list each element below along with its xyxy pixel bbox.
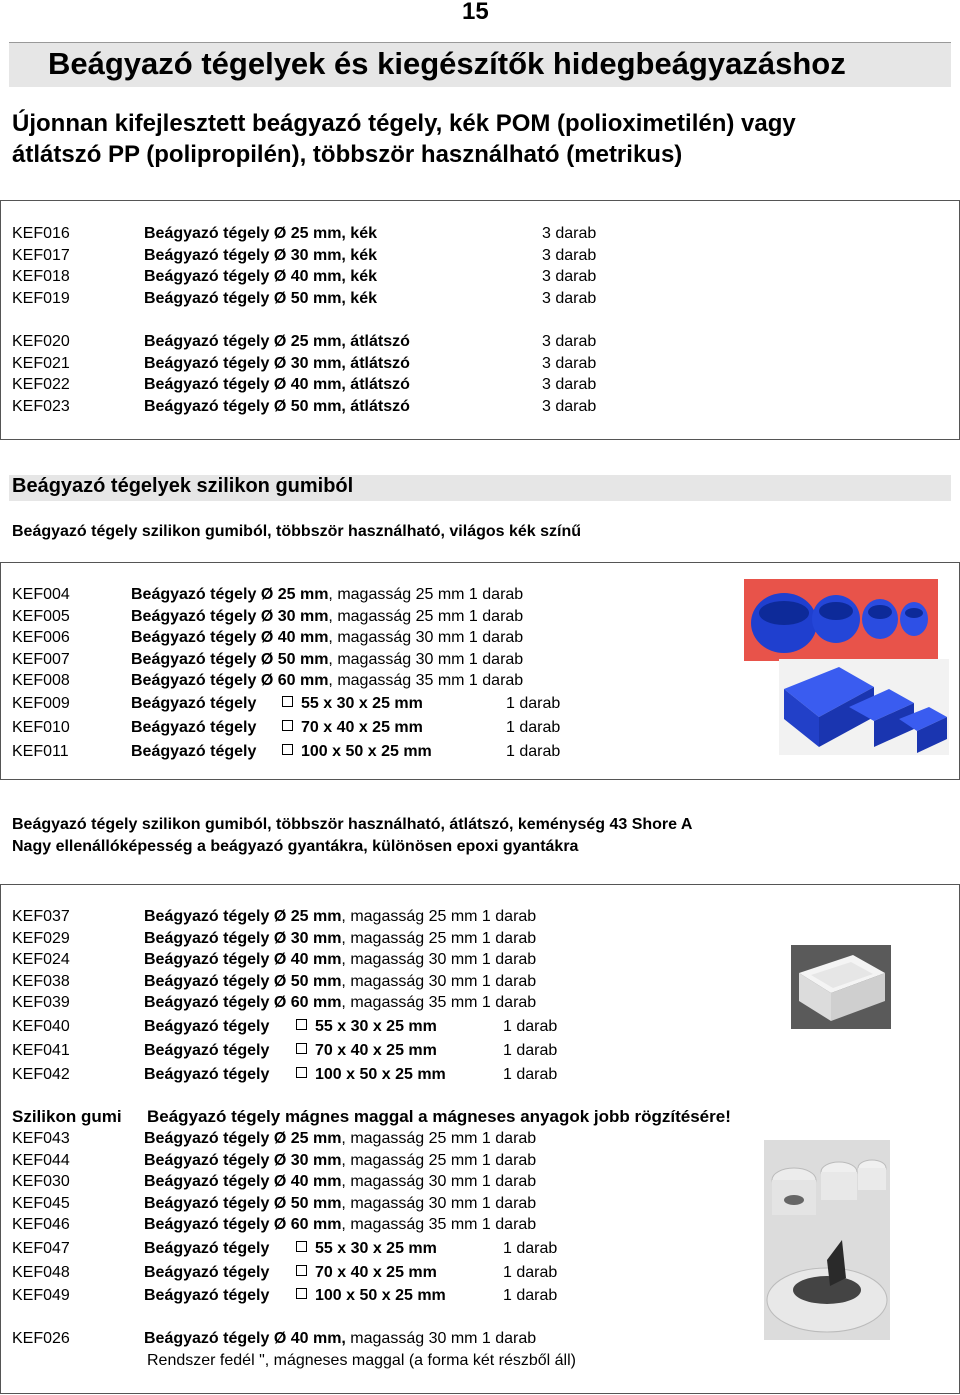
item-desc <box>144 1128 536 1150</box>
item-desc-extra: , magasság 25 mm 1 darab <box>341 1152 537 1169</box>
item-desc: Beágyazó tégely <box>144 1066 270 1083</box>
item-code: KEF040 <box>12 1018 70 1035</box>
item-desc: Beágyazó tégely <box>131 719 257 736</box>
item-desc: Beágyazó tégely Ø 25 mm, átlátszó <box>144 333 410 350</box>
item-size: 55 x 30 x 25 mm <box>301 695 423 712</box>
item-desc: Beágyazó tégely Ø 30 mm, átlátszó <box>144 355 410 372</box>
item-code: KEF047 <box>12 1240 70 1257</box>
item-desc-extra: , magasság 30 mm 1 darab <box>341 1195 537 1212</box>
item-desc-extra: , magasság 30 mm 1 darab <box>341 1173 537 1190</box>
blue-round-molds-image <box>744 579 938 661</box>
item-desc: Beágyazó tégely Ø 50 mm, átlátszó <box>144 398 410 415</box>
item-desc: Beágyazó tégely <box>144 1240 270 1257</box>
item-qty: 3 darab <box>542 355 597 372</box>
item-desc: Beágyazó tégely <box>144 1018 270 1035</box>
item-code: KEF020 <box>12 333 70 350</box>
item-code: KEF018 <box>12 268 70 285</box>
item-code: KEF019 <box>12 290 70 307</box>
item-code: KEF017 <box>12 247 70 264</box>
item-code: KEF048 <box>12 1264 70 1281</box>
item-desc-main: Beágyazó tégely Ø 60 mm <box>131 672 329 689</box>
item-code: KEF010 <box>12 719 70 736</box>
item-desc <box>144 1193 536 1215</box>
item-desc-main: Beágyazó tégely Ø 25 mm <box>144 908 342 925</box>
item-code: KEF022 <box>12 376 70 393</box>
item-qty: 1 darab <box>503 1287 558 1304</box>
item-desc <box>131 606 523 628</box>
item-desc-main: Beágyazó tégely Ø 50 mm <box>131 651 329 668</box>
item-code: KEF037 <box>12 908 70 925</box>
item-size: 100 x 50 x 25 mm <box>301 743 432 760</box>
item-code: KEF004 <box>12 586 70 603</box>
item-desc <box>144 1214 536 1236</box>
square-icon <box>277 693 298 715</box>
item-qty: 1 darab <box>503 1018 558 1035</box>
item-desc: Beágyazó tégely <box>131 743 257 760</box>
clear-silicone-table <box>0 884 960 1394</box>
item-desc <box>144 1150 536 1172</box>
item-desc-main: Beágyazó tégely Ø 60 mm <box>144 1216 342 1233</box>
item-desc-main: Beágyazó tégely Ø 50 mm <box>144 973 342 990</box>
item-desc-main: Beágyazó tégely Ø 50 mm <box>144 1195 342 1212</box>
item-desc: Beágyazó tégely <box>144 1042 270 1059</box>
item-size: 55 x 30 x 25 mm <box>315 1018 437 1035</box>
item-desc: Beágyazó tégely Ø 40 mm, magasság 30 mm 1 darab <box>144 1330 537 1347</box>
item-code: KEF021 <box>12 355 70 372</box>
magnet-molds-image <box>764 1140 890 1340</box>
item-desc <box>144 971 536 993</box>
item-code: KEF008 <box>12 672 70 689</box>
item-desc-extra: , magasság 35 mm 1 darab <box>341 994 537 1011</box>
item-size: 100 x 50 x 25 mm <box>315 1066 446 1083</box>
magnet-note: Beágyazó tégely mágnes maggal a mágneses anyagok jobb rögzítésére! <box>147 1107 731 1126</box>
item-desc-main: Beágyazó tégely Ø 25 mm <box>144 1130 342 1147</box>
item-desc: Beágyazó tégely Ø 40 mm, kék <box>144 268 377 285</box>
item-qty: 1 darab <box>503 1240 558 1257</box>
clear-rect-mold-image <box>791 945 891 1029</box>
item-desc-extra: , magasság 25 mm 1 darab <box>341 908 537 925</box>
item-desc-extra: , magasság 30 mm 1 darab <box>328 629 524 646</box>
item-desc: Beágyazó tégely <box>144 1287 270 1304</box>
item-desc-extra: , magasság 30 mm 1 darab <box>341 951 537 968</box>
item-desc-main: Beágyazó tégely Ø 25 mm <box>131 586 329 603</box>
item-code: KEF046 <box>12 1216 70 1233</box>
square-icon <box>291 1040 312 1062</box>
item-desc: Beágyazó tégely Ø 50 mm, kék <box>144 290 377 307</box>
item-desc-extra: , magasság 35 mm 1 darab <box>328 672 524 689</box>
item-size: 70 x 40 x 25 mm <box>315 1042 437 1059</box>
item-code: KEF043 <box>12 1130 70 1147</box>
item-desc: Beágyazó tégely Ø 30 mm, kék <box>144 247 377 264</box>
item-desc-main: Beágyazó tégely Ø 40 mm <box>144 951 342 968</box>
item-code: KEF038 <box>12 973 70 990</box>
subtitle <box>12 108 796 170</box>
item-code: KEF006 <box>12 629 70 646</box>
item-code: KEF049 <box>12 1287 70 1304</box>
item-qty: 1 darab <box>506 743 561 760</box>
item-size: 70 x 40 x 25 mm <box>315 1264 437 1281</box>
clear-note-line-2: Nagy ellenállóképesség a beágyazó gyantákra, különösen epoxi gyantákra <box>12 838 579 855</box>
item-qty: 1 darab <box>506 695 561 712</box>
item-desc-extra: , magasság 35 mm 1 darab <box>341 1216 537 1233</box>
item-desc <box>131 649 523 671</box>
item-desc-main: Beágyazó tégely Ø 30 mm <box>144 930 342 947</box>
item-desc <box>144 949 536 971</box>
item-code: KEF023 <box>12 398 70 415</box>
item-desc-extra: , magasság 25 mm 1 darab <box>341 930 537 947</box>
blue-note: Beágyazó tégely szilikon gumiból, többször használható, világos kék színű <box>12 523 582 540</box>
item-desc: Beágyazó tégely <box>131 695 257 712</box>
square-icon <box>291 1064 312 1086</box>
pom-table <box>0 200 960 440</box>
item-qty: 3 darab <box>542 376 597 393</box>
item-desc-extra: , magasság 25 mm 1 darab <box>328 608 524 625</box>
item-desc-extra: , magasság 30 mm 1 darab <box>328 651 524 668</box>
item-desc-main: Beágyazó tégely Ø 30 mm <box>144 1152 342 1169</box>
item-desc-main: Beágyazó tégely Ø 40 mm <box>131 629 329 646</box>
blue-silicone-table <box>0 562 960 780</box>
item-code: KEF041 <box>12 1042 70 1059</box>
magnet-label: Szilikon gumi <box>12 1107 122 1126</box>
item-desc <box>131 670 523 692</box>
item-size: 100 x 50 x 25 mm <box>315 1287 446 1304</box>
item-qty: 3 darab <box>542 247 597 264</box>
item-code: KEF024 <box>12 951 70 968</box>
item-desc: Beágyazó tégely Ø 40 mm, átlátszó <box>144 376 410 393</box>
item-qty: 1 darab <box>503 1042 558 1059</box>
subtitle-line-2: átlátszó PP (polipropilén), többször használható (metrikus) <box>12 141 683 168</box>
item-code: KEF039 <box>12 994 70 1011</box>
subtitle-line-1: Újonnan kifejlesztett beágyazó tégely, kék POM (polioximetilén) vagy <box>12 110 796 137</box>
item-desc-main: Beágyazó tégely Ø 60 mm <box>144 994 342 1011</box>
item-desc-extra: , magasság 25 mm 1 darab <box>328 586 524 603</box>
item-code: KEF016 <box>12 225 70 242</box>
item-desc <box>144 906 536 928</box>
item-code: KEF044 <box>12 1152 70 1169</box>
item-size: 70 x 40 x 25 mm <box>301 719 423 736</box>
silicone-section-title: Beágyazó tégelyek szilikon gumiból <box>12 475 354 497</box>
square-icon <box>291 1262 312 1284</box>
square-icon <box>277 741 298 763</box>
item-qty: 3 darab <box>542 290 597 307</box>
item-desc <box>131 627 523 649</box>
item-desc <box>144 992 536 1014</box>
item-code: KEF026 <box>12 1330 70 1347</box>
item-qty: 1 darab <box>503 1264 558 1281</box>
square-icon <box>291 1285 312 1307</box>
square-icon <box>291 1016 312 1038</box>
square-icon <box>291 1238 312 1260</box>
page-number: 15 <box>462 0 489 25</box>
item-qty: 1 darab <box>503 1066 558 1083</box>
item-size: 55 x 30 x 25 mm <box>315 1240 437 1257</box>
item-desc-main: Beágyazó tégely Ø 30 mm <box>131 608 329 625</box>
item-code: KEF011 <box>12 743 69 760</box>
clear-note-line-1: Beágyazó tégely szilikon gumiból, többször használható, átlátszó, keménység 43 Shore A <box>12 816 693 833</box>
item-desc-extra: , magasság 30 mm 1 darab <box>341 973 537 990</box>
page-title: Beágyazó tégelyek és kiegészítők hidegbeágyazáshoz <box>48 46 846 81</box>
item-code: KEF042 <box>12 1066 70 1083</box>
item-qty: 1 darab <box>506 719 561 736</box>
item-qty: 3 darab <box>542 268 597 285</box>
item-desc: Beágyazó tégely Ø 25 mm, kék <box>144 225 377 242</box>
item-desc <box>144 1171 536 1193</box>
square-icon <box>277 717 298 739</box>
last-item-note: Rendszer fedél ", mágneses maggal (a forma két részből áll) <box>147 1352 576 1369</box>
item-code: KEF009 <box>12 695 70 712</box>
item-qty: 3 darab <box>542 225 597 242</box>
item-desc-extra: , magasság 25 mm 1 darab <box>341 1130 537 1147</box>
item-desc <box>144 928 536 950</box>
blue-rect-molds-image <box>779 659 949 755</box>
item-code: KEF030 <box>12 1173 70 1190</box>
item-qty: 3 darab <box>542 333 597 350</box>
item-code: KEF005 <box>12 608 70 625</box>
item-code: KEF045 <box>12 1195 70 1212</box>
item-desc-main: Beágyazó tégely Ø 40 mm <box>144 1173 342 1190</box>
item-desc <box>131 584 523 606</box>
item-desc: Beágyazó tégely <box>144 1264 270 1281</box>
item-code: KEF029 <box>12 930 70 947</box>
item-qty: 3 darab <box>542 398 597 415</box>
item-code: KEF007 <box>12 651 70 668</box>
